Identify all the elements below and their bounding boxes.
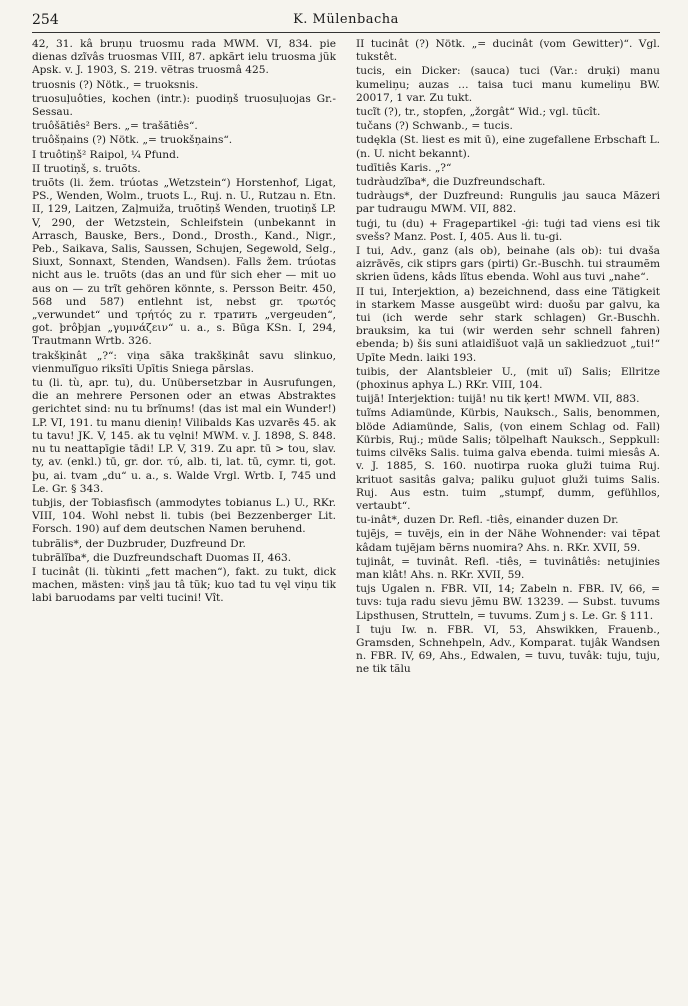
dictionary-entry: tubjis, der Tobiasfisch (ammodytes tobianus L.) U., RKr. VIII, 104. Wohl nebst li. tubis (bei Bezzenberger Lit. Forsch. 190) auf dem deutschen Namen beruhend. (32, 496, 336, 536)
dictionary-entry: truõts (li. žem. trúotas „Wetzstein“) Horstenhof, Ligat, PS., Wenden, Wolm., truots L., Ruj. n. U., Rutzau n. Etn. II, 129, Laitzen, Zaļmuiža, truõtiņš Wenden, truotiņš LP. V, 290, der Wetzstein, Schleifstein (unbekannt in Arrasch, Bauske, Bers., Dond., Drosth., Kand., Nigr., Peb., Saikava, Salis, Saussen, Schujen, Segewold, Selg., Siuxt, Sonnaxt, Stenden, Wandsen). Falls žem. trúotas nicht aus le. truõts (das an und für sich eher — mit uo aus on — zu trĩt gehören könnte, s. Persson Beitr. 450, 568 und 587) entlehnt ist, nebst gr. τρωτός „verwundet“ und τρήτός zu r. тратить „vergeuden“, got. þrôþjan „γυμνάζειν“ u. a., s. Būga KSn. I, 294, Trautmann Wrtb. 326. (32, 177, 336, 348)
dictionary-entry: tucĩt (?), tr., stopfen, „žorgât“ Wid.; vgl. tũcît. (356, 106, 601, 119)
dictionary-entry: truôšãtiês² Bers. „= trašãtiês“. (32, 120, 198, 133)
dictionary-entry: tuģi, tu (du) + Fragepartikel -ģi: tuģi tad viens esi tik svešs? Manz. Post. I, 405. Aus li. tu-gi. (356, 217, 660, 243)
dictionary-entry: tujẽjs, = tuvẽjs, ein in der Nähe Wohnender: vai tẽpat kâdam tujẽjam bẽrns nuomira? Ahs. n. RKr. XVII, 59. (356, 528, 660, 554)
dictionary-entry: I truôtiņš² Raipol, ¼ Pfund. (32, 148, 180, 161)
dictionary-entry: truôšņains (?) Nötk. „= truokšņains“. (32, 134, 233, 147)
dictionary-entry: tučans (?) Schwanb., = tucis. (356, 120, 513, 133)
page-header (32, 8, 660, 33)
dictionary-entry: tujs Ugalen n. FBR. VII, 14; Zabeln n. FBR. IV, 66, = tuvs: tuja radu sievu jẽmu BW. 13239. — Subst. tuvums Lipsthusen, Strutteln, = tuvums. Zum j s. Le. Gr. § 111. (356, 583, 660, 622)
page-number: 254 (32, 12, 59, 28)
dictionary-entry: II tui, Interjektion, a) bezeichnend, dass eine Tätigkeit in starkem Masse ausgeübt wird: duošu par galvu, ka tui (ich werde sehr stark schlagen) Gr.-Buschh. brauksim, ka tui (wir werden sehr schnell fahren) ebenda; b) šis suni atlaidīšuot vaļā un sakliedzuot „tui!“ Upīte Medn. laiki 193. (356, 285, 660, 364)
dictionary-entry: truosnis (?) Nötk., = truoksnis. (32, 78, 199, 91)
dictionary-entry: tuĩms Adiamünde, Kürbis, Nauksch., Salis, benommen, blöde Adiamünde, Salis, (von einem Schlag od. Fall) Kürbis, Ruj.; müde Salis; tölpelhaft Nauksch., Seppkull: tuims cilvẽks Salis. tuima galva ebenda. tuimi miesâs A. v. J. 1885, S. 160. nuotirpa ruoka gluži tuima Ruj. krituot sasitâs galva; paliku guļuot gluži tuims Salis. Ruj. Aus estn. tuim „stumpf, dumm, gefühllos, vertaubt“. (356, 407, 660, 512)
dictionary-entry: tu-inât*, duzen Dr. Refl. -tiês, einander duzen Dr. (356, 514, 619, 527)
dictionary-entry: tucis, ein Dicker: (sauca) tuci (Var.: druķi) manu kumeliņu; auzas … taisa tuci manu kumeliņu BW. 20017, 1 var. Zu tukt. (356, 65, 660, 104)
dictionary-entry: tudękla (St. liest es mit ū), eine zugefallene Erbschaft L. (n. U. nicht bekannt). (356, 134, 660, 160)
dictionary-entry: tuibis, der Alantsbleier U., (mit uĩ) Salis; Ellritze (phoxinus aphya L.) RKr. VIII, 104. (356, 365, 660, 392)
dictionary-entry: tujinât, = tuvinât. Refl. -tiês, = tuvinâtiês: netujinies man klât! Ahs. n. RKr. XVII, 59. (356, 555, 660, 581)
dictionary-entry: I tucinât (li. tùkinti „fett machen“), fakt. zu tukt, dick machen, mästen: viņš jau tâ tũk; kuo tad tu vęl viņu tik labi baruodams par velti tucini! Vît. (32, 565, 336, 605)
dictionary-entry: I tui, Adv., ganz (als ob), beinahe (als ob): tui dvaša aizrāvẽs, cik stiprs gars (pirti) Gr.-Buschh. tui straumẽm skrien ũdens, kâds lĩtus ebenda. Wohl aus tuvi „nahe“. (356, 245, 660, 284)
dictionary-entry: II tucinât (?) Nötk. „= ducinât (vom Gewitter)“. Vgl. tukstêt. (356, 38, 660, 64)
dictionary-entry: tubrãlĩba*, die Duzfreundschaft Duomas II, 463. (32, 551, 292, 564)
dictionary-entry: tu (li. tù, apr. tu), du. Unübersetzbar in Ausrufungen, die an mehrere Personen oder an etwas Abstraktes gerichtet sind: nu tu brĩnums! (das ist mal ein Wunder!) LP. VI, 191. tu manu dieniņ! Vilibalds Kas uzvarēs 45. ak tu tavu! JK. V, 145. ak tu vęlni! MWM. v. J. 1898, S. 848. nu tu neattapīgie tādi! LP. V, 319. Zu apr. tū > tou, slav. ty, av. (enkl.) tū, gr. dor. τύ, alb. ti, lat. tū, cymr. ti, got. þu, ai. tvam „du“ u. a., s. Walde Vrgl. Wrtb. I, 745 und Le. Gr. § 343. (32, 377, 336, 495)
left-column (32, 38, 336, 998)
dictionary-entry: I tuju Iw. n. FBR. VI, 53, Ahswikken, Frauenb., Gramsden, Schnehpeln, Adv., Komparat. tujâk Wandsen n. FBR. IV, 69, Ahs., Edwalen, = tuvu, tuvâk: tuju, tuju, ne tik tãlu (356, 623, 660, 676)
dictionary-entry: truosuļuôties, kochen (intr.): puodiņš truosuļuojas Gr.-Sessau. (32, 92, 336, 119)
dictionary-entry: tudītiês Karis. „?“ (356, 161, 452, 174)
dictionary-entry: tudràugs*, der Duzfreund: Rungulis jau sauca Mãzeri par tudraugu MWM. VII, 882. (356, 190, 660, 216)
dictionary-entry: tuijā! Interjektion: tuijā! nu tik ķert! MWM. VII, 883. (356, 393, 640, 406)
dictionary-entry: tubrãlis*, der Duzbruder, Duzfreund Dr. (32, 537, 246, 550)
dictionary-entry: tudràudzĩba*, die Duzfreundschaft. (356, 176, 546, 189)
right-column (356, 38, 660, 998)
dictionary-entry: II truotiņš, s. truõts. (32, 162, 141, 175)
running-title: K. Mülenbacha (293, 12, 399, 27)
dictionary-entry: 42, 31. kâ bruņu truosmu rada MWM. VI, 834. pie dienas dzĩvâs truosmas VIII, 87. apkãrt ielu truosma jũk Apsk. v. J. 1903, S. 219. vẽtras truosmâ 425. (32, 38, 336, 77)
dictionary-entry: trakšķinât „?“: viņa sāka trakšķinât savu slinkuo, vienmuľīguo riksīti Upītis Sniega pārslas. (32, 349, 336, 375)
